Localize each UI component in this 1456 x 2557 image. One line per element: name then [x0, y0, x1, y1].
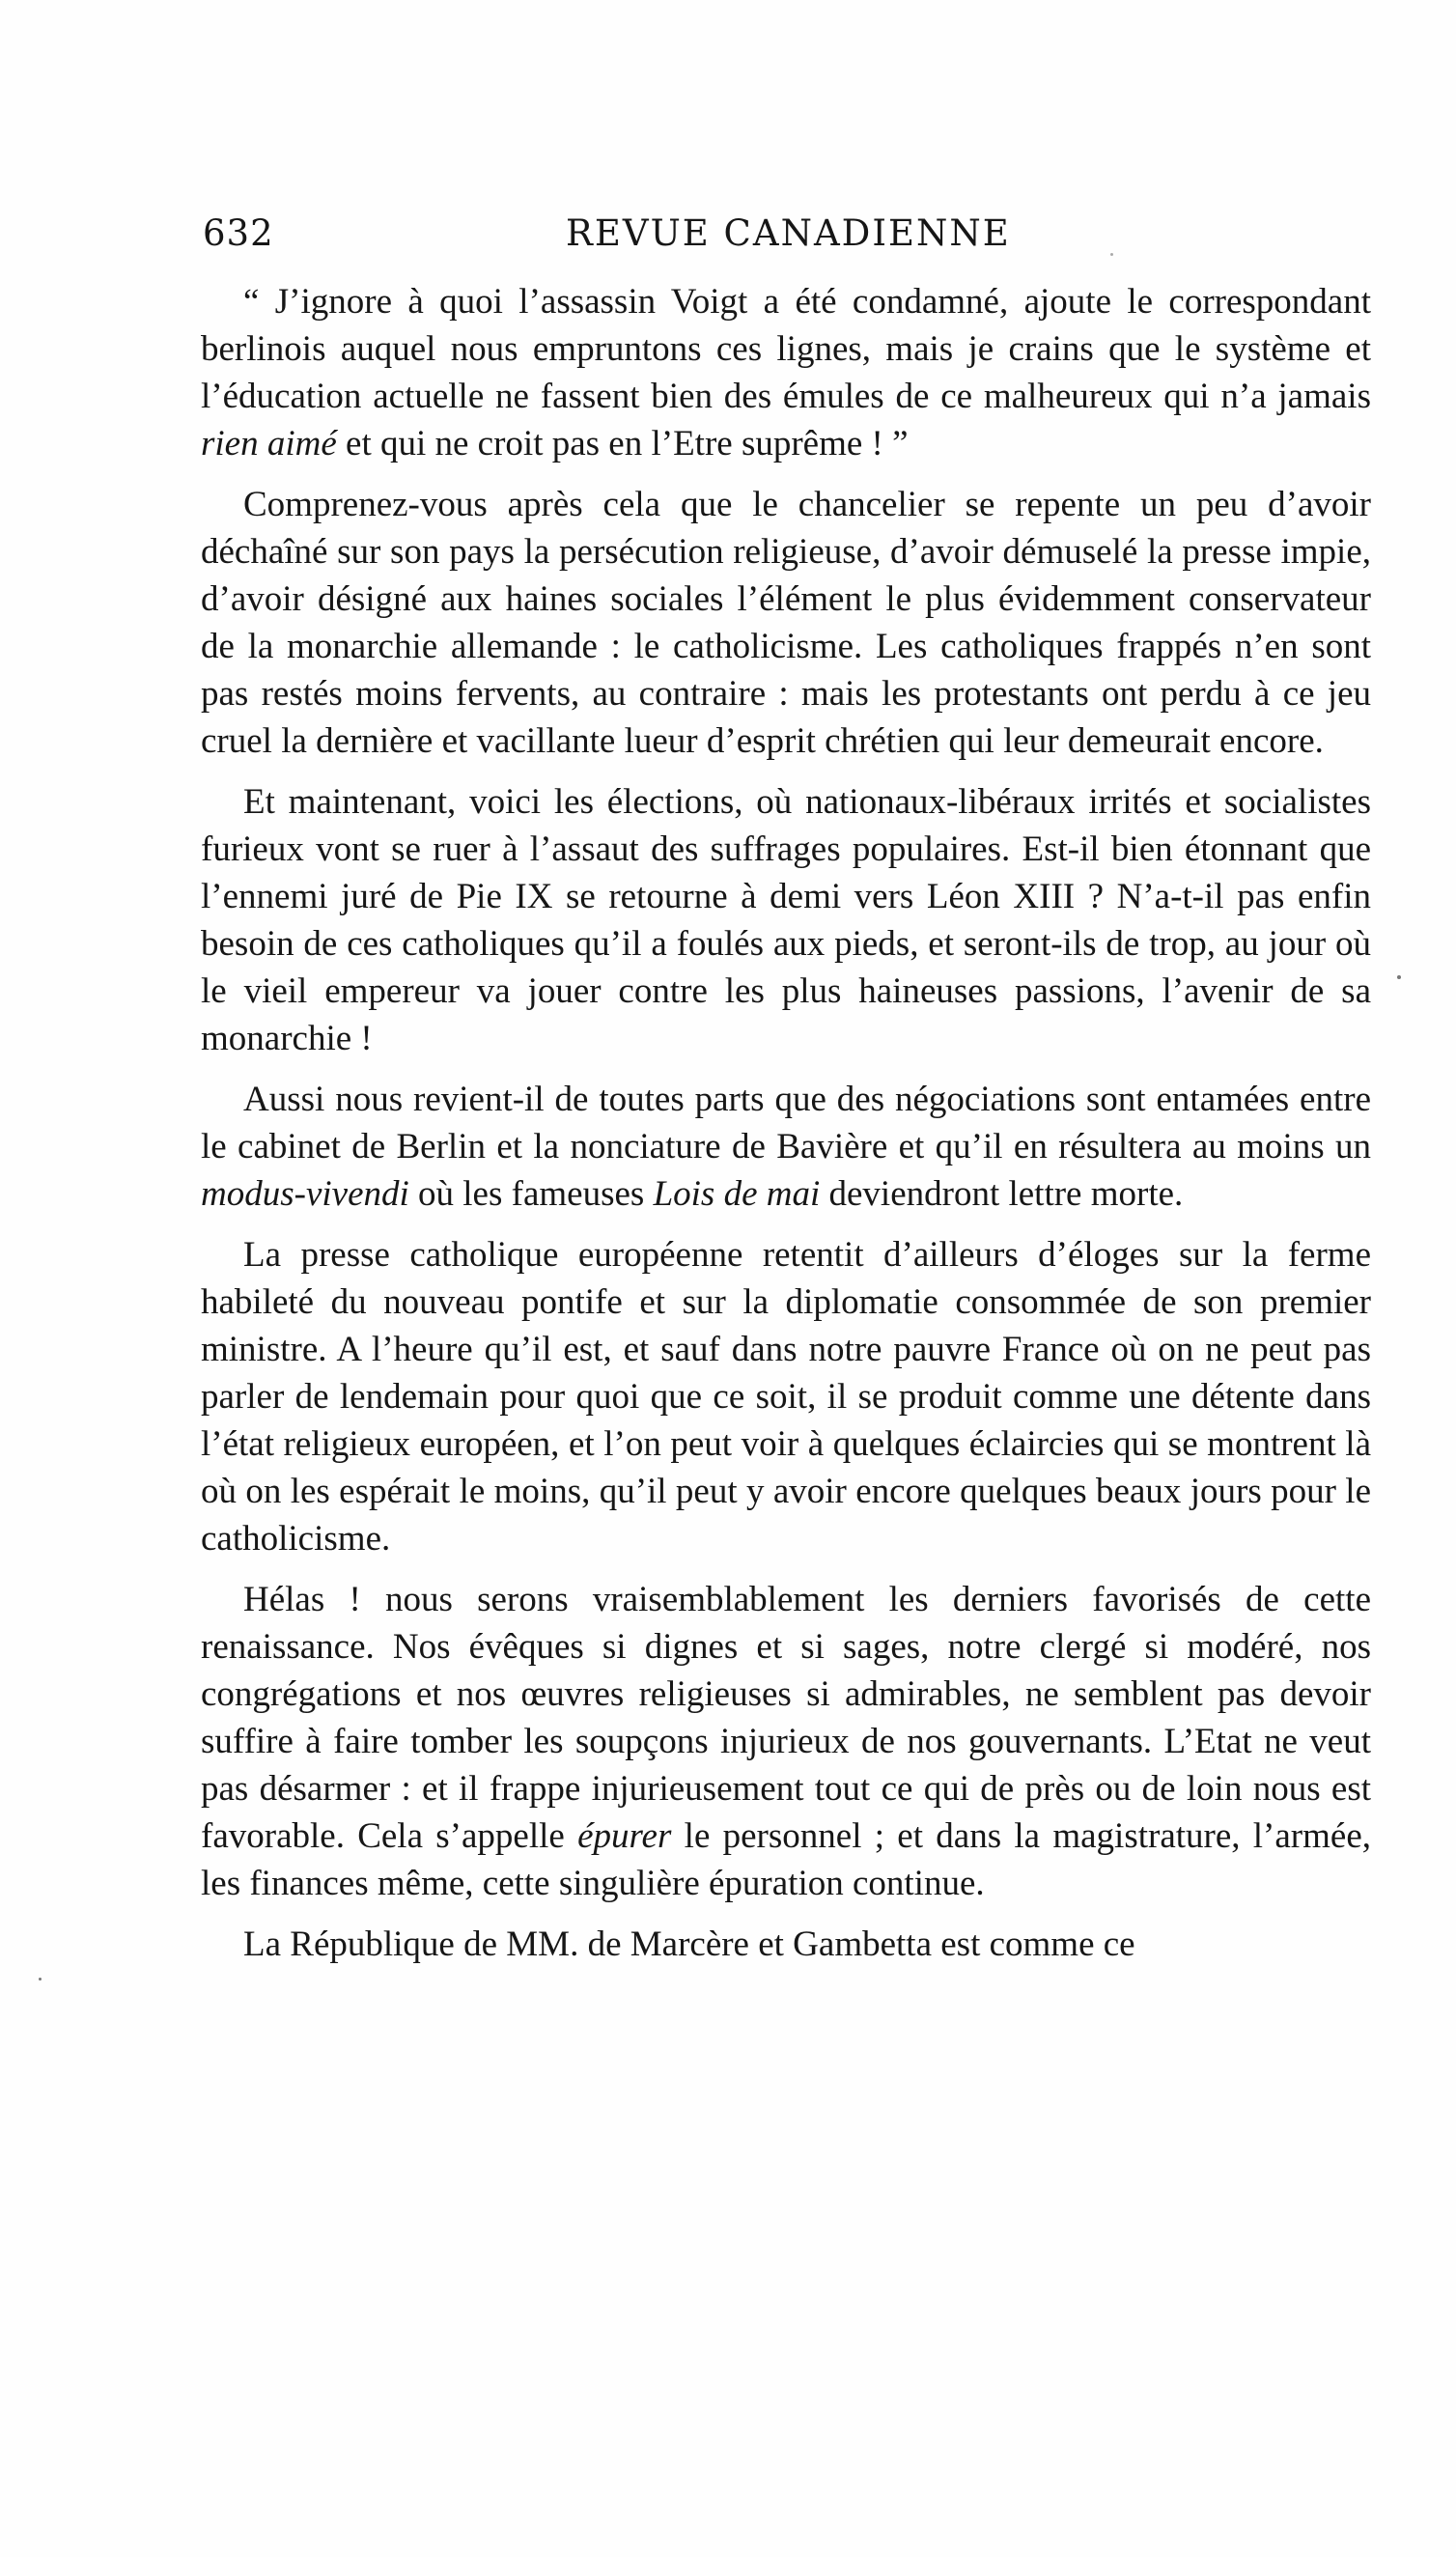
paragraph-7-text: La République de MM. de Marcère et Gambetta est comme ce [243, 1925, 1135, 1964]
print-speck [1397, 975, 1401, 979]
paragraph-4-text-b: où les fameuses [408, 1174, 654, 1214]
running-title: REVUE CANADIENNE [566, 212, 1011, 254]
paragraph-4-italic-modus-vivendi: modus-vivendi [201, 1174, 409, 1214]
paragraph-5 [201, 1231, 1371, 1562]
paragraph-6-italic-epurer: épurer [577, 1816, 672, 1856]
paragraph-5-text: La presse catholique européenne retentit d’ailleurs d’éloges sur la ferme habileté du nouveau pontife et sur la diplomatie consommée de son premier ministre. A l’heure qu’il est, et sauf dans notre pauvre France où on ne peut pas parler de lendemain pour quoi que ce soit, il se produit comme une détente dans l’état religieux européen, et l’on peut voir à quelques éclaircies qui se montrent là où on les espérait le moins, qu’il peut y avoir encore quelques beaux jours pour le catholicisme. [201, 1235, 1371, 1559]
paragraph-1-text-b: et qui ne croit pas en l’Etre suprême ! ” [336, 424, 909, 464]
paragraph-7 [201, 1921, 1371, 1968]
paragraph-1-text-a: “ J’ignore à quoi l’assassin Voigt a été condamné, ajoute le correspondant berlinois auquel nous empruntons ces lignes, mais je crains que le système et l’éducation actuelle ne fassent bien des émules de ce malheureux qui n’a jamais [201, 282, 1371, 416]
paragraph-2-text: Comprenez-vous après cela que le chancelier se repente un peu d’avoir déchaîné sur son pays la persécution religieuse, d’avoir démuselé la presse impie, d’avoir désigné aux haines sociales l’élément le plus évidemment conservateur de la monarchie allemande : le catholicisme. Les catholiques frappés n’en sont pas restés moins fervents, au contraire : mais les protestants ont perdu à ce jeu cruel la dernière et vacillante lueur d’esprit chrétien qui leur demeurait encore. [201, 485, 1371, 761]
print-speck [1110, 253, 1113, 256]
paragraph-3 [201, 778, 1371, 1062]
paragraph-4-italic-lois-de-mai: Lois de mai [653, 1174, 821, 1214]
paragraph-6 [201, 1576, 1371, 1907]
paragraph-3-text: Et maintenant, voici les élections, où nationaux-libéraux irrités et socialistes furieux vont se ruer à l’assaut des suffrages populaires. Est-il bien étonnant que l’ennemi juré de Pie IX se retourne à demi vers Léon XIII ? N’a-t-il pas enfin besoin de ces catholiques qu’il a foulés aux pieds, et seront-ils de trop, au jour où le vieil empereur va jouer contre les plus haineuses passions, l’avenir de sa monarchie ! [201, 782, 1371, 1058]
page-header [203, 212, 1361, 267]
paragraph-2 [201, 481, 1371, 765]
paragraph-1 [201, 278, 1371, 467]
page-number: 632 [203, 212, 274, 254]
paragraph-1-italic-rien-aime: rien aimé [201, 424, 337, 464]
paragraph-4-text-c: deviendront lettre morte. [820, 1174, 1184, 1214]
article-body [201, 278, 1371, 1968]
paragraph-6-text-a: Hélas ! nous serons vraisemblablement les derniers favorisés de cette renaissance. Nos évêques si dignes et si sages, notre clergé si modéré, nos congrégations et nos œuvres religieuses si admirables, ne semblent pas devoir suffire à faire tomber les soupçons injurieux de nos gouvernants. L’Etat ne veut pas désarmer : et il frappe injurieusement tout ce qui de près ou de loin nous est favorable. Cela s’appelle [201, 1580, 1371, 1856]
print-speck [39, 1978, 42, 1981]
paragraph-4 [201, 1076, 1371, 1218]
paragraph-6-text-b: le personnel ; et dans la magistrature, l’armée, les finances même, cette singulière épuration continue. [201, 1816, 1371, 1903]
paragraph-4-text-a: Aussi nous revient-il de toutes parts que des négociations sont entamées entre le cabinet de Berlin et la nonciature de Bavière et qu’il en résultera au moins un [201, 1080, 1371, 1166]
